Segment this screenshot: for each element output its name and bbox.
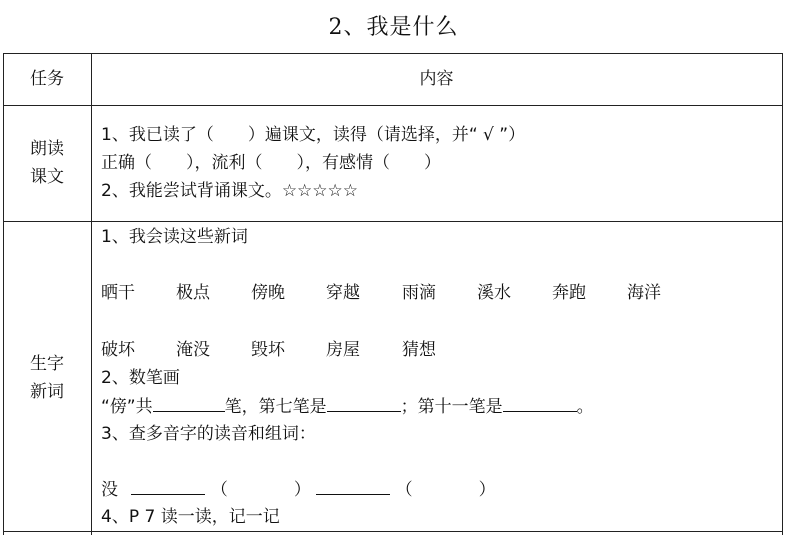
table-border-top xyxy=(3,53,783,54)
polyphone-line xyxy=(101,478,496,501)
paren-open-1: （ xyxy=(210,480,228,500)
stroke-count-line xyxy=(101,395,594,418)
vocab-word: 猜想 xyxy=(402,340,436,360)
header-content: 内容 xyxy=(419,69,454,89)
table-border-right xyxy=(782,53,783,535)
table-border-left xyxy=(3,53,4,535)
vocab-word: 溪水 xyxy=(477,283,511,303)
vocab-word: 淹没 xyxy=(176,340,210,360)
vocab-word: 穿越 xyxy=(326,283,360,303)
vocab-word: 极点 xyxy=(176,283,210,303)
vocab-question-1: 1、我会读这些新词 xyxy=(101,227,248,247)
vocab-word: 晒干 xyxy=(101,283,135,303)
paren-close-1: ） xyxy=(293,480,311,500)
vocab-question-4: 4、P 7 读一读，记一记 xyxy=(101,507,280,527)
reading-line-3: 2、我能尝试背诵课文。☆☆☆☆☆ xyxy=(101,181,359,201)
reading-line-2: 正确（ ），流利（ ），有感情（ ） xyxy=(101,153,441,173)
stroke-text-c: ；第十一笔是 xyxy=(400,397,503,417)
page-title: 2、我是什么 xyxy=(328,15,459,40)
vocab-word: 雨滴 xyxy=(402,283,436,303)
table-divider-row1 xyxy=(3,221,783,222)
stroke-text-d: 。 xyxy=(576,397,594,417)
vocab-question-3: 3、查多音字的读音和组词： xyxy=(101,424,316,444)
vocab-question-2: 2、数笔画 xyxy=(101,368,180,388)
seventh-stroke-blank[interactable] xyxy=(327,395,401,412)
task-table xyxy=(3,53,783,535)
table-column-divider xyxy=(91,53,92,535)
vocab-label-1: 生字 xyxy=(30,354,64,374)
header-task: 任务 xyxy=(30,69,64,89)
table-divider-row2 xyxy=(3,531,783,532)
stroke-text-a: “傍”共 xyxy=(101,397,153,417)
paren-close-2: ） xyxy=(478,480,496,500)
eleventh-stroke-blank[interactable] xyxy=(503,395,577,412)
paren-open-2: （ xyxy=(395,480,413,500)
polyphone-word-blank-2[interactable] xyxy=(316,478,390,495)
vocab-word: 破坏 xyxy=(101,340,135,360)
stroke-count-blank[interactable] xyxy=(153,395,225,412)
reading-line-1: 1、我已读了（ ）遍课文，读得（请选择，并“ √ ”） xyxy=(101,125,526,145)
table-divider-header xyxy=(3,105,783,106)
stroke-text-b: 笔，第七笔是 xyxy=(224,397,327,417)
vocab-word: 奔跑 xyxy=(552,283,586,303)
vocab-word: 海洋 xyxy=(627,283,661,303)
polyphone-char: 没 xyxy=(101,480,118,500)
vocab-word: 傍晚 xyxy=(251,283,285,303)
vocab-label-2: 新词 xyxy=(30,382,64,402)
reading-label-1: 朗读 xyxy=(30,139,64,159)
vocab-word: 房屋 xyxy=(326,340,360,360)
reading-label-2: 课文 xyxy=(30,167,64,187)
polyphone-word-blank-1[interactable] xyxy=(131,478,205,495)
vocab-word: 毁坏 xyxy=(251,340,285,360)
